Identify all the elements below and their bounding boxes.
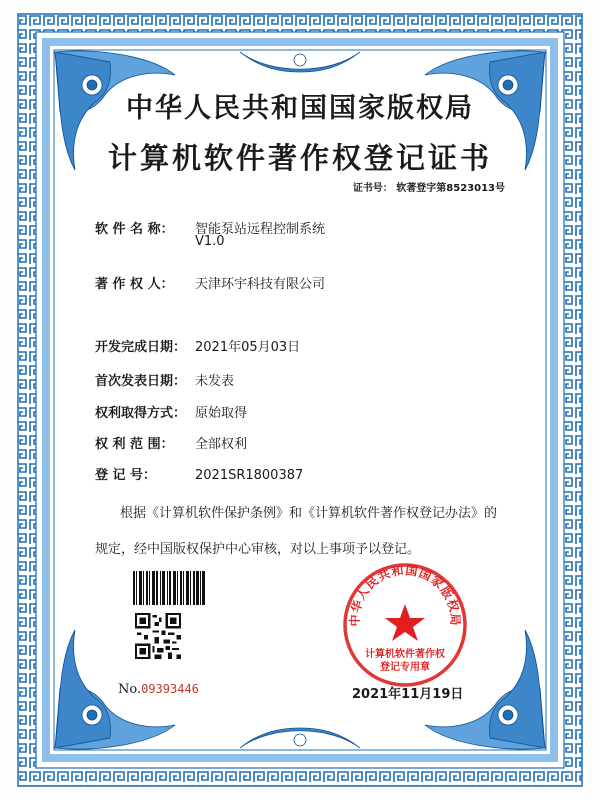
serial-number-label: No.: [118, 682, 142, 697]
field-rights-scope: [95, 433, 247, 452]
field-value: 2021年05月03日: [195, 340, 301, 355]
field-label: 软 件 名 称：: [95, 222, 174, 237]
issuing-authority: 中华人民共和国国家版权局: [126, 93, 474, 124]
field-value: 智能泵站远程控制系统: [195, 222, 326, 237]
svg-text:登记专用章: 登记专用章: [380, 662, 430, 673]
certificate-title: 计算机软件著作权登记证书: [107, 141, 492, 175]
field-value: 全部权利: [195, 437, 248, 452]
serial-number: [118, 682, 199, 697]
field-value: 天津环宇科技有限公司: [195, 277, 326, 292]
field-software-name: [95, 218, 326, 249]
field-value: 2021SR1800387: [195, 468, 304, 483]
field-label: 权利取得方式：: [95, 406, 187, 421]
qr-code: [135, 613, 181, 659]
field-label: 开发完成日期：: [95, 340, 187, 355]
field-registration-number: [95, 464, 303, 483]
statement-line-1: 根据《计算机软件保护条例》和《计算机软件著作权登记办法》的: [120, 506, 498, 521]
issue-date: 2021年11月19日: [352, 687, 464, 702]
field-acquisition-method: [95, 402, 247, 421]
statement-line-2: 规定，经中国版权保护中心审核，对以上事项予以登记。: [95, 542, 421, 557]
field-label: 著 作 权 人：: [95, 277, 174, 292]
field-value: 未发表: [195, 374, 235, 389]
field-label: 首次发表日期：: [95, 374, 187, 389]
field-copyright-owner: [95, 273, 325, 292]
svg-text:计算机软件著作权: 计算机软件著作权: [365, 649, 445, 660]
field-version: V1.0: [195, 234, 225, 249]
field-first-publication: [95, 370, 234, 389]
field-label: 登 记 号：: [95, 468, 157, 483]
field-value: 原始取得: [195, 406, 248, 421]
official-seal: [340, 560, 470, 690]
certificate-number: 证书号： 软著登字第8523013号: [352, 183, 505, 194]
field-label: 权 利 范 围：: [95, 437, 174, 452]
svg-text:中华人民共和国国家版权局: 中华人民共和国国家版权局: [347, 563, 463, 627]
serial-number-value: 09393446: [141, 682, 199, 696]
barcode: [133, 571, 205, 605]
field-completion-date: [95, 336, 300, 355]
